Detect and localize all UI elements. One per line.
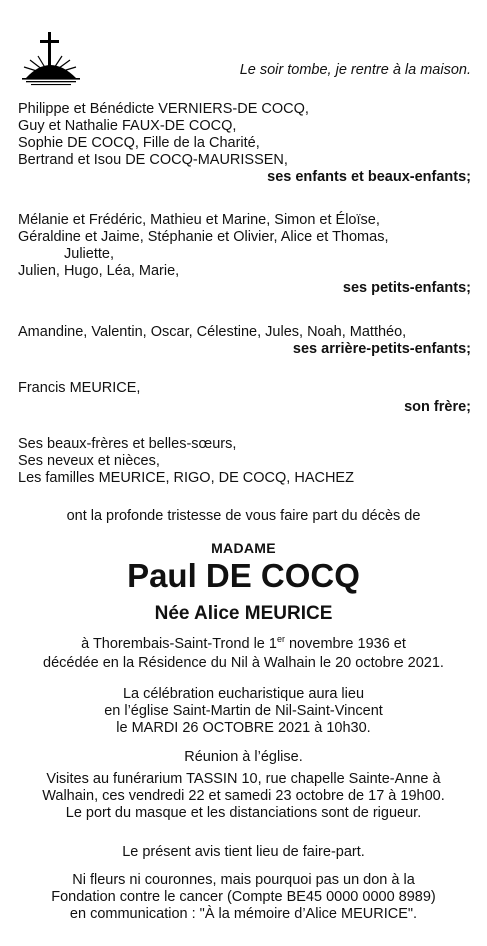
donation-line: Fondation contre le cancer (Compte BE45 0000 0000 8989) xyxy=(51,889,436,905)
family-group-brother xyxy=(18,380,471,416)
ceremony-block xyxy=(0,686,487,737)
notice-line: Le présent avis tient lieu de faire-part. xyxy=(122,844,365,860)
birth-text-end: novembre 1936 et xyxy=(284,636,406,652)
donation-line: en communication : "À la mémoire d’Alice MEURICE". xyxy=(69,906,418,922)
family-line: Juliette, xyxy=(64,246,114,262)
death-line: décédée en la Résidence du Nil à Walhain le 20 octobre 2021. xyxy=(43,655,444,671)
visits-line: Walhain, ces vendredi 22 et samedi 23 octobre de 17 à 19h00. xyxy=(42,788,445,804)
announcement: ont la profonde tristesse de vous faire part du décès de xyxy=(66,508,421,524)
relation-label: ses enfants et beaux-enfants; xyxy=(267,169,471,185)
donation-block xyxy=(0,872,487,923)
family-line: Amandine, Valentin, Oscar, Célestine, Jules, Noah, Matthéo, xyxy=(18,324,407,340)
family-line: Mélanie et Frédéric, Mathieu et Marine, Simon et Éloïse, xyxy=(18,212,380,228)
family-group-great-grandchildren xyxy=(18,324,471,358)
ceremony-line: en l’église Saint-Martin de Nil-Saint-Vincent xyxy=(104,703,383,719)
family-line: Ses neveux et nièces, xyxy=(18,453,160,469)
family-line: Bertrand et Isou DE COCQ-MAURISSEN, xyxy=(18,152,288,168)
ceremony-line: le MARDI 26 OCTOBRE 2021 à 10h30. xyxy=(116,720,371,736)
donation-line: Ni fleurs ni couronnes, mais pourquoi pas un don à la xyxy=(72,872,415,888)
family-line: Philippe et Bénédicte VERNIERS-DE COCQ, xyxy=(18,101,309,117)
ceremony-line: La célébration eucharistique aura lieu xyxy=(122,686,365,702)
cross-sunset-icon xyxy=(20,30,82,88)
family-group-grandchildren xyxy=(18,212,471,297)
family-line: Ses beaux-frères et belles-sœurs, xyxy=(18,436,237,452)
family-line: Francis MEURICE, xyxy=(18,380,141,396)
family-line: Géraldine et Jaime, Stéphanie et Olivier, Alice et Thomas, xyxy=(18,229,389,245)
birth-text: à Thorembais-Saint-Trond le 1 xyxy=(81,636,277,652)
relation-label: son frère; xyxy=(404,399,471,415)
birth-line xyxy=(0,636,487,653)
family-line: Julien, Hugo, Léa, Marie, xyxy=(18,263,180,279)
birth-superscript: er xyxy=(276,634,285,645)
family-group-children xyxy=(18,101,471,186)
title: MADAME xyxy=(211,540,276,556)
relation-label: ses petits-enfants; xyxy=(342,280,471,296)
family-line: Les familles MEURICE, RIGO, DE COCQ, HACHEZ xyxy=(18,470,354,486)
deceased-name: Paul DE COCQ xyxy=(127,557,360,594)
family-line: Guy et Nathalie FAUX-DE COCQ, xyxy=(18,118,237,134)
visits-block xyxy=(0,771,487,822)
meeting-line: Réunion à l’église. xyxy=(184,749,303,765)
family-group-extended xyxy=(18,436,471,487)
maiden-name: Née Alice MEURICE xyxy=(154,603,333,624)
relation-label: ses arrière-petits-enfants; xyxy=(292,341,471,357)
family-line: Sophie DE COCQ, Fille de la Charité, xyxy=(18,135,260,151)
visits-line: Visites au funérarium TASSIN 10, rue chapelle Sainte-Anne à xyxy=(46,771,441,787)
motto: Le soir tombe, je rentre à la maison. xyxy=(239,62,471,78)
visits-line: Le port du masque et les distanciations sont de rigueur. xyxy=(65,805,422,821)
